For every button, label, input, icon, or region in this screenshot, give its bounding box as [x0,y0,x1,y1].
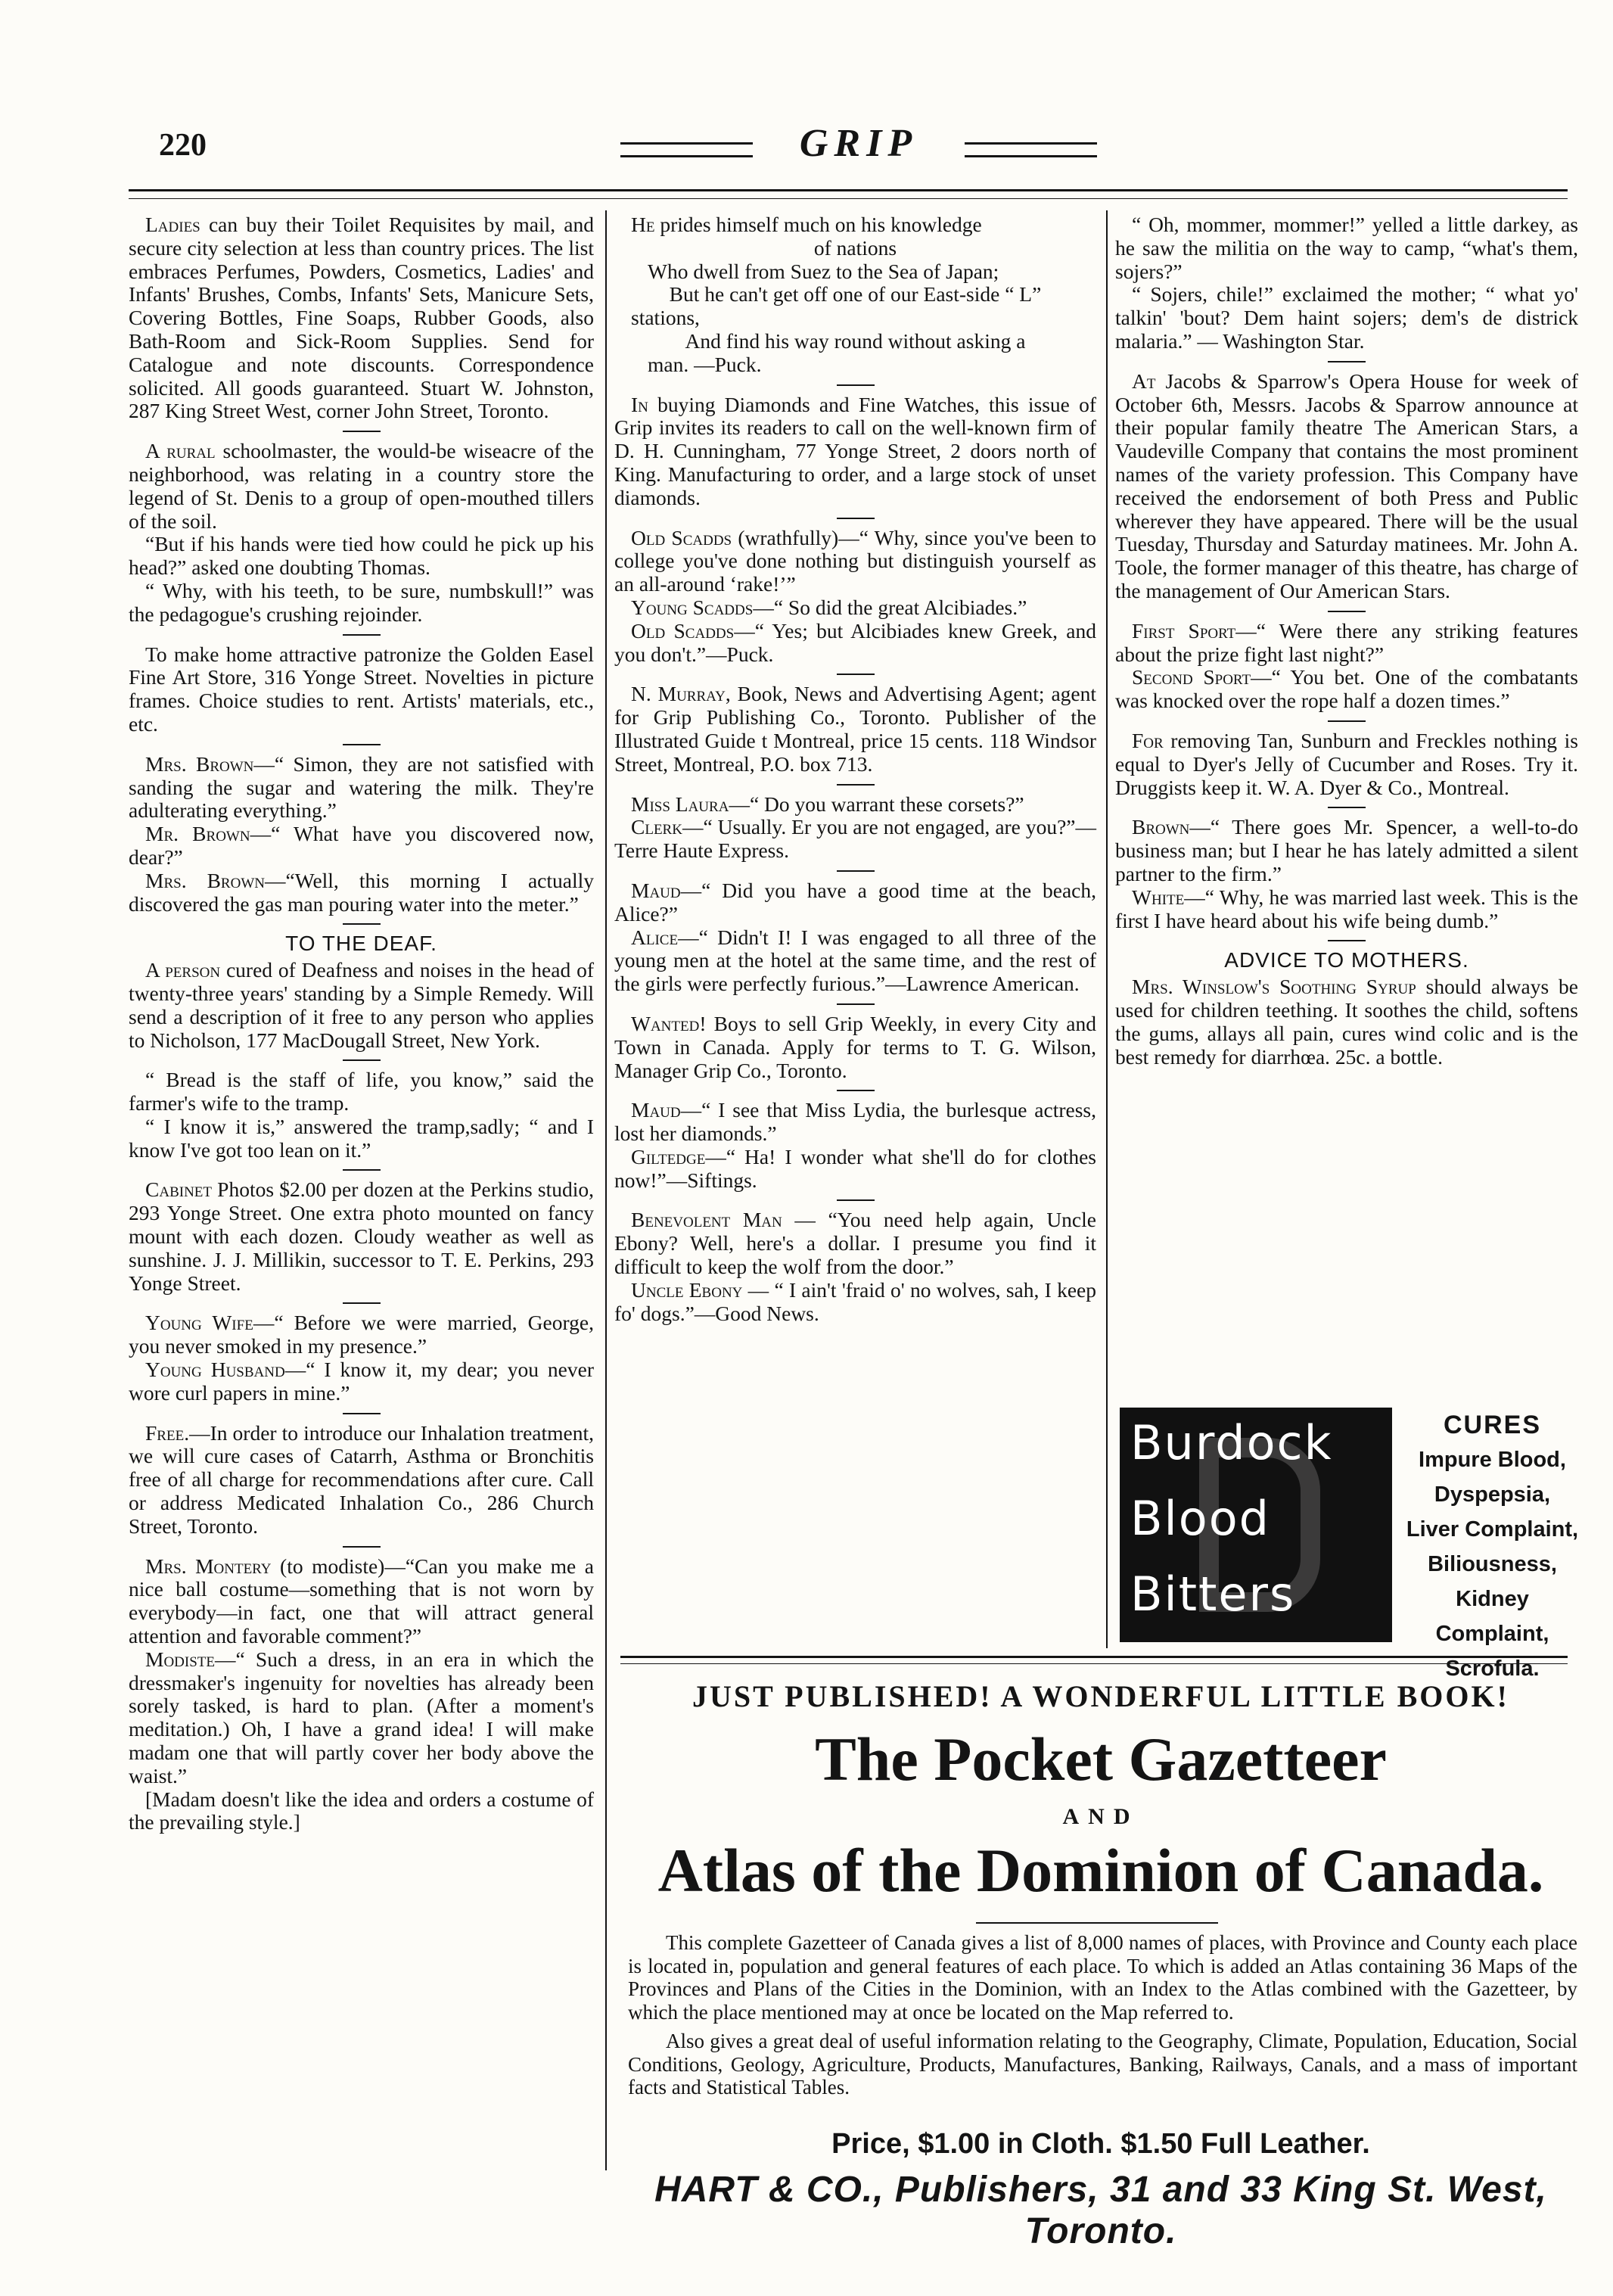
paragraph-lead: Clerk [631,815,682,839]
article-paragraph [614,353,1096,377]
paragraph-text: — “ I ain't 'fraid o' no wolves, sah, I keep fo' dogs.”—Good News. [614,1277,1096,1325]
article-paragraph [1115,283,1578,353]
paragraph-lead: Modiste [145,1647,216,1671]
article-paragraph [129,1115,594,1162]
paragraph-text: —“ You bet. One of the combatants was knocked over the rope half a dozen times.” [1115,665,1578,713]
paragraph-text: should always be used for children teething. It soothes the child, softens the gums, allays all pain, cures wind colic and is the best remedy for diarrhœa. 25c. a bottle. [1115,975,1578,1069]
article-paragraph [129,1648,594,1788]
paragraph-lead: Free [145,1420,185,1445]
paragraph-text: “But if his hands were tied how could he pick up his head?” asked one doubting Thomas. [129,532,594,580]
column-2 [614,213,1096,1325]
paragraph-text: “ Oh, mommer, mommer!” yelled a little darkey, as he saw the militia on the way to camp, “what's them, sojers?” [1115,213,1578,283]
paragraph-text: —“ Do you warrant these corsets?” [729,792,1024,816]
paragraph-text: (wrathfully)—“ Why, since you've been to college you've done nothing but distinguish yourself as an all-around ‘rake!’” [614,525,1096,596]
paragraph-text: —“ I know it, my dear; you never wore curl papers in mine.” [129,1358,594,1405]
book-title: The Pocket Gazetteer [815,1725,1387,1794]
paragraph-lead: Mrs. Brown [145,751,254,776]
column-divider-2 [1106,210,1108,1648]
paragraph-text: can buy their Toilet Requisites by mail, and secure city selection at less than country prices. The list embraces Perfumes, Powders, Cosmetics, Ladies' and Infants' Brushes, Combs, Infants' Sets, Manicure Sets, Covering Bottles, Fine Soaps, Rubber Goods, also Bath-Room and Sick-Room Supplies. Send for Catalogue and note discounts. Correspondence solicited. All goods guaranteed. Stuart W. Johnston, 287 King Street West, corner John Street, Toronto. [129,213,594,423]
article-paragraph [1115,886,1578,933]
article-paragraph [614,283,1096,306]
article-paragraph [129,440,594,533]
cures-item: Impure Blood, [1419,1448,1566,1472]
paragraph-lead: For [1132,728,1164,752]
article-paragraph [1115,666,1578,713]
article-paragraph [129,643,594,736]
separator-rule [343,1413,381,1414]
header-rule-thin [129,198,1568,199]
logo-word-2: Blood [1130,1491,1270,1546]
header-rule [129,189,1568,191]
article-paragraph [614,683,1096,776]
paragraph-lead: White [1132,885,1185,909]
book-price: Price, $1.00 in Cloth. $1.50 Full Leather. [831,2128,1370,2160]
paragraph-lead: Alice [631,925,679,949]
article-paragraph [614,926,1096,996]
cures-item: Liver Complaint, [1406,1517,1579,1542]
paragraph-text: But he can't get off one of our East-side “ L” [669,282,1042,306]
article-paragraph [1115,730,1578,799]
paragraph-lead: Uncle Ebony [631,1277,743,1302]
paragraph-lead: Cabinet [145,1178,212,1202]
paragraph-lead: Brown [1132,815,1190,839]
paragraph-text: “ Why, with his teeth, to be sure, numbskull!” was the pedagogue's crushing rejoinder. [129,578,594,626]
paragraph-lead: Young Husband [145,1358,285,1382]
article-paragraph [614,213,1096,237]
paragraph-lead: A person [145,958,221,982]
book-description-1: This complete Gazetteer of Canada gives a list of 8,000 names of places, with Province and County each place is located in, population and general features of each place. To which is added an Atlas containing 36 Maps of the Provinces and Plans of the Cities in the Dominion, with an Index to the Atlas combined with the Gazetteer, by which the place mentioned may at once be located on the Map referred to. [628,1931,1577,2024]
separator-rule [343,431,381,432]
paragraph-text: man. —Puck. [648,352,762,376]
separator-rule [837,1003,875,1005]
separator-rule [343,1059,381,1061]
paragraph-text: “ Bread is the staff of life, you know,” said the farmer's wife to the tramp. [129,1068,594,1115]
paragraph-text: buying Diamonds and Fine Watches, this issue of Grip invites its readers to call on the well-known firm of D. H. Cunningham, 77 Yonge Street, 2 doors north of King. Manufacturing to order, and a large stock of unset diamonds. [614,392,1096,509]
article-paragraph [129,213,594,423]
article-paragraph [614,793,1096,817]
separator-rule [343,923,381,925]
article-paragraph [129,1311,594,1358]
column-1 [129,213,594,1834]
paragraph-text: —“ Didn't I! I was engaged to all three of the young men at the hotel at the same time, and the rest of the girls were perfectly furious.”—Lawrence American. [614,925,1096,996]
book-description [628,1931,1577,2105]
separator-rule [1328,720,1366,722]
paragraph-text: Jacobs & Sparrow's Opera House for week of October 6th, Messrs. Jacobs & Sparrow announce at their popular family theatre The American Stars, a Vaudeville Company that contains the most prominent names of the variety profession. This Company have received the endorsement of both Press and Public wherever they have appeared. There will be the usual Tuesday, Thursday and Saturday matinees. Mr. John A. Toole, the former manager of this theatre, has charge of the management of Our American Stars. [1115,369,1578,602]
paragraph-lead: Maud [631,1098,681,1122]
paragraph-lead: Miss Laura [631,792,729,816]
paragraph-text: “ Sojers, chile!” exclaimed the mother; “ what yo' talkin' 'bout? Dem haint sojers; dem's de districk malaria.” — Washington Star. [1115,282,1578,353]
column-divider-1 [605,210,607,2170]
article-paragraph [614,1013,1096,1082]
paragraph-text: —“ Simon, they are not satisfied with sanding the sugar and watering the milk. They're adulterating everything.” [129,751,594,823]
article-paragraph [614,1209,1096,1278]
paragraph-text: Photos $2.00 per dozen at the Perkins studio, 293 Yonge Street. One extra photo mounted on fancy mount with each dozen. Cloudy weather as well as sunshine. J. J. Millikin, successor to T. E. Perkins, 293 Yonge Street. [129,1178,594,1295]
paragraph-text: Who dwell from Suez to the Sea of Japan; [648,259,999,283]
article-paragraph [614,527,1096,596]
paragraph-text: removing Tan, Sunburn and Freckles nothing is equal to Dyer's Jelly of Cucumber and Roses. Try it. Druggists keep it. W. A. Dyer & Co., Montreal. [1115,728,1578,799]
logo-word-1: Burdock [1130,1415,1333,1470]
book-divider [976,1922,1218,1924]
article-paragraph [1115,975,1578,1069]
separator-rule [343,744,381,745]
article-paragraph [129,959,594,1052]
burdock-advert [1120,1408,1581,1681]
paragraph-text: —“ Yes; but Alcibiades knew Greek, and you don't.”—Puck. [614,618,1096,666]
article-paragraph [614,816,1096,863]
paragraph-lead: Old Scadds [631,618,735,642]
article-paragraph [1115,816,1578,885]
paragraph-lead: Mrs. Winslow's Soothing Syrup [1132,975,1416,999]
separator-rule [837,1199,875,1201]
article-paragraph [614,330,1096,353]
separator-rule [837,518,875,519]
section-heading: TO THE DEAF. [285,932,437,956]
paragraph-lead: Young Wife [145,1311,253,1335]
article-paragraph [614,394,1096,510]
paragraph-text: [Madam doesn't like the idea and orders a costume of the prevailing style.] [129,1787,594,1834]
paragraph-lead: In [631,392,648,416]
burdock-logo [1120,1408,1392,1642]
article-paragraph [129,1069,594,1115]
book-advert-rule-thin [620,1663,1568,1664]
paragraph-text: stations, [631,306,700,330]
cures-item: Biliousness, [1428,1552,1557,1576]
paragraph-text: —“ Were there any striking features about the prize fight last night?” [1115,618,1578,666]
paragraph-lead: Second Sport [1132,665,1251,689]
article-paragraph [614,596,1096,620]
article-paragraph [614,237,1096,260]
paragraph-lead: Benevolent Man [631,1208,782,1232]
article-paragraph [1115,213,1578,283]
paragraph-text: —“ So did the great Alcibiades.” [753,595,1027,619]
paragraph-text: — “You need help again, Uncle Ebony? Well, here's a dollar. I presume you find it difficult to keep the wolf from the door.” [614,1208,1096,1279]
separator-rule [343,634,381,636]
cures-list [1403,1408,1581,1686]
paragraph-text: schoolmaster, the would-be wiseacre of the neighborhood, was relating in a country store the legend of St. Denis to a group of open-mouthed tillers of the soil. [129,439,594,533]
article-paragraph [1115,620,1578,667]
paragraph-text: —“Well, this morning I actually discovered the gas man pouring water into the meter.” [129,868,594,916]
paragraph-text: —“ Why, he was married last week. This is the first I have heard about his wife being dumb.” [1115,885,1578,932]
paragraph-lead: Ladies [145,213,200,236]
article-paragraph [614,306,1096,330]
separator-rule [837,384,875,386]
paragraph-lead: Wanted! [631,1011,707,1035]
logo-word-3: Bitters [1130,1566,1296,1622]
paragraph-lead: A rural [145,439,216,463]
paragraph-text: To make home attractive patronize the Golden Easel Fine Art Store, 316 Yonge Street. Novelties in picture frames. Choice studies to rent. Artists' materials, etc., etc. [129,642,594,736]
paragraph-text: —“ Before we were married, George, you never smoked in my presence.” [129,1311,594,1358]
paragraph-lead: Mrs. Brown [145,868,265,892]
separator-rule [343,1302,381,1304]
article-paragraph [129,580,594,627]
section-heading: ADVICE TO MOTHERS. [1224,948,1469,972]
article-paragraph [614,260,1096,284]
paragraph-text: —“ There goes Mr. Spencer, a well-to-do business man; but I hear he has lately admitted a silent partner to the firm.” [1115,815,1578,885]
article-paragraph [614,879,1096,926]
paragraph-lead: At [1132,369,1156,393]
masthead-ornament-right [965,142,1097,157]
separator-rule [343,1546,381,1548]
paragraph-text: —“ What have you discovered now, dear?” [129,822,594,869]
separator-rule [1328,361,1366,362]
book-publisher: HART & CO., Publishers, 31 and 33 King St. West, Toronto. [654,2170,1547,2251]
separator-rule [837,674,875,675]
cures-item: Kidney Complaint, [1435,1587,1549,1646]
paragraph-text: —“ Ha! I wonder what she'll do for clothes now!”—Siftings. [614,1144,1096,1192]
paragraph-text: (to modiste)—“Can you make me a nice ball costume—something that is not worn by everybody—in fact, one that will attract general attention and favorable comment?” [129,1554,594,1648]
paragraph-text: And find his way round without asking a [685,328,1026,353]
book-description-2: Also gives a great deal of useful information relating to the Geography, Climate, Population, Education, Social Conditions, Geology, Agriculture, Products, Manufactures, Banking, Railways, Canals, and a mass of important facts and Statistical Tables. [628,2030,1577,2098]
paragraph-lead: Young Scadds [631,595,754,619]
paragraph-lead: He [631,213,655,236]
paragraph-text: of nations [813,235,897,260]
separator-rule [1328,940,1366,941]
paragraph-lead: Mr. Brown [145,822,250,846]
page-number: 220 [159,128,207,163]
separator-rule [1328,611,1366,612]
paragraph-text: —“ Usually. Er you are not engaged, are you?”—Terre Haute Express. [614,815,1096,863]
cures-item: Scrofula. [1445,1657,1540,1681]
article-paragraph [129,823,594,870]
article-paragraph [614,1146,1096,1193]
paragraph-lead: Old Scadds [631,525,732,549]
article-paragraph [614,1279,1096,1326]
separator-rule [1328,807,1366,808]
separator-rule [837,784,875,786]
article-paragraph [129,1555,594,1648]
article-paragraph [129,533,594,580]
paragraph-text: —“ I see that Miss Lydia, the burlesque actress, lost her diamonds.” [614,1098,1096,1146]
book-and: AND [1062,1804,1139,1829]
masthead-ornament-left [620,142,753,157]
book-subtitle: Atlas of the Dominion of Canada. [657,1836,1544,1905]
article-paragraph [129,870,594,916]
article-paragraph [129,1358,594,1405]
article-paragraph [614,1099,1096,1146]
paragraph-lead: N. Murray [631,682,726,706]
paragraph-lead: First Sport [1132,618,1236,642]
masthead [620,121,1097,166]
separator-rule [837,870,875,872]
cures-title: CURES [1443,1411,1542,1439]
article-paragraph [614,620,1096,667]
paragraph-text: Boys to sell Grip Weekly, in every City and Town in Canada. Apply for terms to T. G. Wilson, Manager Grip Co., Toronto. [614,1011,1096,1082]
book-advert-rule [620,1656,1568,1658]
paragraph-lead: Mrs. Montery [145,1554,272,1578]
paragraph-text: cured of Deafness and noises in the head of twenty-three years' standing by a Simple Remedy. Will send a description of it free to any person who applies to Nicholson, 177 MacDougall Street, New York. [129,958,594,1052]
paragraph-text: —“ Did you have a good time at the beach, Alice?” [614,878,1096,926]
paragraph-text: —“ Such a dress, in an era in which the dressmaker's ingenuity for novelties has already been sorely tasked, is hard to plan. (After a moment's meditation.) Oh, I have a grand idea! I will make madam one that will partly cover her body above the waist.” [129,1647,594,1787]
paragraph-text: .—In order to introduce our Inhalation treatment, we will cure cases of Catarrh, Asthma or Bronchitis free of all charge for recommendations after cure. Call or address Medicated Inhalation Co., 286 Church Street, Toronto. [129,1420,594,1538]
paragraph-text: prides himself much on his knowledge [654,213,982,236]
column-3 [1115,213,1578,1069]
paragraph-text: “ I know it is,” answered the tramp,sadly; “ and I know I've got too lean on it.” [129,1114,594,1162]
cures-item: Dyspepsia, [1434,1482,1551,1507]
separator-rule [343,1169,381,1171]
masthead-title: GRIP [799,122,918,165]
paragraph-lead: Maud [631,878,681,902]
article-paragraph [129,1788,594,1835]
just-published-banner: JUST PUBLISHED! A WONDERFUL LITTLE BOOK! [692,1679,1509,1713]
paragraph-lead: Giltedge [631,1144,706,1168]
article-paragraph [129,1178,594,1295]
article-paragraph [129,753,594,823]
article-paragraph [129,1422,594,1538]
separator-rule [837,1090,875,1091]
paragraph-text: , Book, News and Advertising Agent; agent for Grip Publishing Co., Toronto. Publisher of the Illustrated Guide t Montreal, price 15 cents. 118 Windsor Street, Montreal, P.O. box 713. [614,682,1097,776]
article-paragraph [1115,370,1578,603]
